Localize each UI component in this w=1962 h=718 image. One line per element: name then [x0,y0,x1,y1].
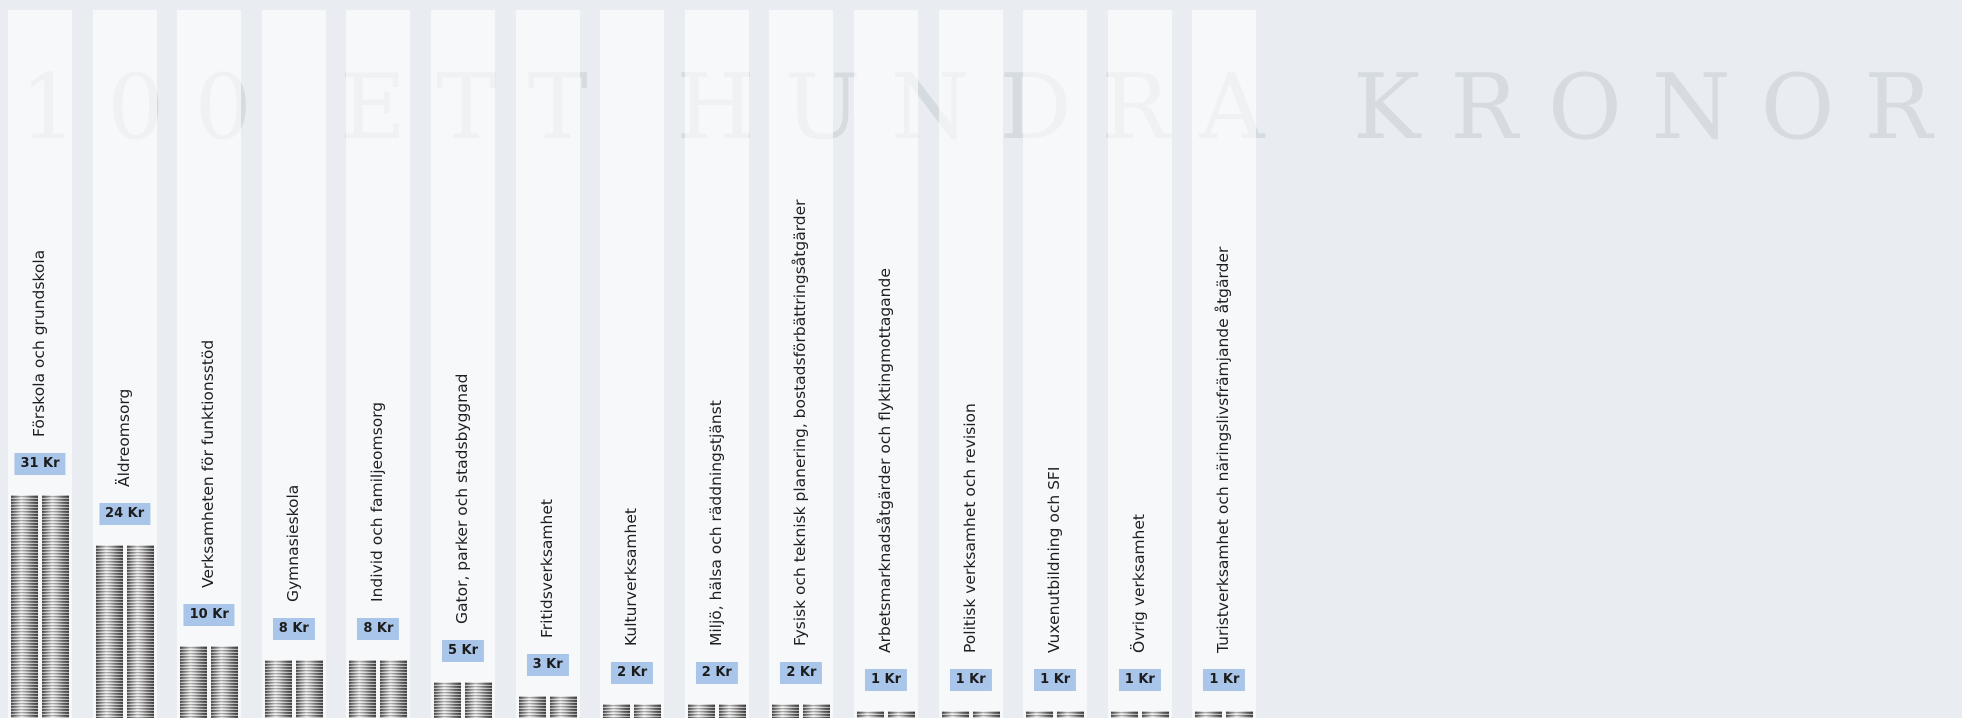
coin-roll [96,545,123,718]
bar-column [1192,10,1256,718]
category-label: Politisk verksamhet och revision [960,402,979,653]
data-label: 1 Kr [950,669,992,691]
coin-roll [180,646,207,718]
bar [265,660,323,718]
category-label: Förskola och grundskola [30,249,48,437]
bar [603,704,661,718]
coin-roll [888,711,915,718]
column-background [262,10,326,718]
bar-column [685,10,749,718]
category-label: Miljö, hälsa och räddningstjänst [706,399,725,646]
data-label: 2 Kr [611,662,653,684]
data-label: 5 Kr [442,640,484,662]
coin-roll [349,660,376,718]
bar-column [854,10,918,718]
category-label: Turistverksamhet och näringslivsfrämjande åtgärder [1214,246,1233,653]
data-label: 2 Kr [696,662,738,684]
bar [688,704,746,718]
bar-column [1023,10,1087,718]
coin-roll [434,682,461,718]
category-label: Verksamheten för funktionsstöd [199,339,218,589]
category-label: Gator, parker och stadsbyggnad [453,373,471,625]
coin-roll [265,660,292,718]
coin-roll [973,711,1000,718]
coin-roll [296,660,323,718]
bar-column [600,10,664,718]
bar-column [262,10,326,718]
coin-roll [465,682,492,718]
data-label: 8 Kr [273,618,315,640]
bar [349,660,407,718]
bar [180,646,238,718]
coin-roll [550,696,577,718]
data-label: 10 Kr [184,604,235,626]
coin-roll [803,704,830,718]
coin-roll [942,711,969,718]
column-background [346,10,410,718]
coin-roll [1111,711,1138,718]
data-label: 24 Kr [99,503,150,525]
coin-roll [11,495,38,718]
coin-roll [1057,711,1084,718]
bar-column [93,10,157,718]
data-label: 1 Kr [1203,669,1245,691]
data-label: 31 Kr [14,453,65,475]
coin-roll [127,545,154,718]
category-label: Arbetsmarknadsåtgärder och flyktingmottagande [876,267,894,653]
coin-roll [603,704,630,718]
data-label: 8 Kr [357,618,399,640]
category-label: Individ och familjeomsorg [368,402,387,603]
bar-column [8,10,72,718]
coin-roll [857,711,884,718]
bar [772,704,830,718]
bar [942,711,1000,718]
category-label: Gymnasieskola [283,485,302,603]
coin-roll [42,495,69,718]
category-label: Vuxenutbildning och SFI [1045,466,1064,653]
category-label: Fritidsverksamhet [537,499,556,639]
category-label: Kulturverksamhet [622,507,641,646]
bar [11,495,69,718]
coin-roll [688,704,715,718]
coin-roll [1142,711,1169,718]
bar-column [177,10,241,718]
bar [96,545,154,718]
category-label: Fysisk och teknisk planering, bostadsförbättringsåtgärder [791,199,810,646]
data-label: 1 Kr [865,669,907,691]
data-label: 3 Kr [527,654,569,676]
bar [519,696,577,718]
bar-column [769,10,833,718]
coin-roll [380,660,407,718]
bar [1111,711,1169,718]
coin-roll [719,704,746,718]
coin-roll [519,696,546,718]
coin-roll [772,704,799,718]
bar [1195,711,1253,718]
bar [1026,711,1084,718]
coin-roll [211,646,238,718]
category-label: Äldreomsorg [114,388,133,488]
bar-column [1108,10,1172,718]
bar [434,682,492,718]
category-label: Övrig verksamhet [1129,513,1148,653]
bar-column [431,10,495,718]
bar-column [346,10,410,718]
coin-roll [1195,711,1222,718]
coin-roll [1026,711,1053,718]
bar-column [939,10,1003,718]
data-label: 2 Kr [780,662,822,684]
bar-column [516,10,580,718]
banknote-watermark: KRONOR [1353,55,1962,160]
data-label: 1 Kr [1119,669,1161,691]
coin-roll [1226,711,1253,718]
data-label: 1 Kr [1034,669,1076,691]
coin-roll [634,704,661,718]
bar [857,711,915,718]
